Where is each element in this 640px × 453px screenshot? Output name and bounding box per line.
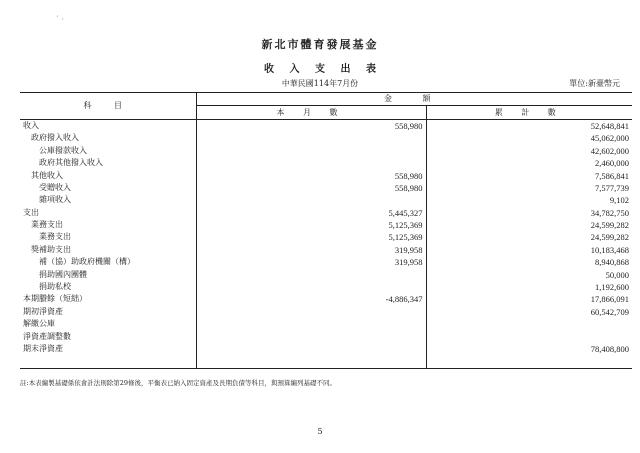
- cumulative-amount: [426, 355, 632, 368]
- cumulative-amount: 45,062,000: [590, 133, 630, 144]
- account-name: 業務支出: [20, 231, 196, 243]
- table-row: [20, 293, 632, 305]
- table-row: [20, 231, 632, 243]
- report-period: 中華民國114年7月份: [281, 79, 359, 88]
- current-month-amount: [196, 306, 426, 318]
- account-name: 公庫撥款收入: [20, 145, 196, 157]
- account-name: 捐助私校: [20, 281, 196, 293]
- table-row: [20, 219, 632, 231]
- cumulative-amount: 2,460,000: [595, 158, 630, 169]
- header-subject: 科 目: [20, 93, 196, 120]
- account-name: 業務支出: [20, 219, 196, 231]
- table-row: [20, 306, 632, 318]
- cumulative-amount: 78,408,800: [590, 344, 630, 354]
- income-expenditure-table: [20, 92, 632, 369]
- account-name: 政府撥入收入: [20, 132, 196, 144]
- account-name: 支出: [20, 207, 196, 219]
- table-row: [20, 318, 632, 330]
- current-month-amount: 558,980: [196, 119, 426, 132]
- table-row: [20, 281, 632, 293]
- account-name: 獎補助支出: [20, 244, 196, 256]
- page-number: 5: [317, 427, 323, 436]
- current-month-amount: 5,125,369: [196, 219, 426, 231]
- account-name: 補（協）助政府機關（構）: [20, 256, 196, 268]
- current-month-amount: [196, 194, 426, 206]
- table-row: [20, 207, 632, 219]
- current-month-amount: [196, 268, 426, 280]
- table-row: [20, 169, 632, 181]
- current-month-amount: [196, 145, 426, 157]
- table-row: [20, 194, 632, 206]
- table-row: [20, 119, 632, 132]
- table-row: [20, 132, 632, 144]
- scan-mark: ´ ·: [55, 15, 65, 24]
- account-name: 期初淨資產: [20, 306, 196, 318]
- currency-unit: 單位:新臺幣元: [569, 79, 620, 88]
- table-row: [20, 244, 632, 256]
- cumulative-amount: 34,782,750: [590, 207, 630, 218]
- cumulative-amount: 10,183,468: [590, 244, 630, 255]
- current-month-amount: -4,886,347: [196, 293, 426, 305]
- table-row: [20, 355, 632, 368]
- account-name: 收入: [20, 119, 196, 132]
- cumulative-amount: 24,599,282: [590, 232, 630, 243]
- cumulative-amount: 7,577,739: [595, 182, 630, 193]
- account-name: [20, 355, 196, 368]
- current-month-amount: 319,958: [196, 244, 426, 256]
- cumulative-amount: 9,102: [609, 195, 630, 206]
- account-name: 捐助國內團體: [20, 268, 196, 280]
- account-name: 期末淨資產: [20, 343, 196, 355]
- current-month-amount: 319,958: [196, 256, 426, 268]
- table-row: [20, 182, 632, 194]
- current-month-amount: [196, 355, 426, 368]
- current-month-amount: [196, 281, 426, 293]
- cumulative-amount: [426, 330, 632, 342]
- cumulative-amount: [426, 318, 632, 330]
- table-row: [20, 157, 632, 169]
- account-name: 解繳公庫: [20, 318, 196, 330]
- current-month-amount: 5,445,327: [196, 207, 426, 219]
- current-month-amount: [196, 132, 426, 144]
- cumulative-amount: 50,000: [605, 269, 630, 280]
- cumulative-amount: 8,940,868: [595, 257, 630, 268]
- table-row: [20, 256, 632, 268]
- fund-title: 新北市體育發展基金: [261, 38, 379, 51]
- cumulative-amount: 17,866,091: [590, 294, 630, 305]
- header-current-month: 本 月 數: [196, 106, 426, 119]
- current-month-amount: [196, 318, 426, 330]
- cumulative-amount: 42,602,000: [590, 145, 630, 156]
- cumulative-amount: 24,599,282: [590, 220, 630, 231]
- cumulative-amount: 60,542,709: [590, 306, 630, 317]
- table-row: [20, 330, 632, 342]
- table-row: [20, 145, 632, 157]
- table-row: [20, 343, 632, 355]
- account-name: 政府其他撥入收入: [20, 157, 196, 169]
- cumulative-amount: 1,192,600: [595, 282, 630, 293]
- account-name: 受贈收入: [20, 182, 196, 194]
- current-month-amount: 5,125,369: [196, 231, 426, 243]
- account-name: 其他收入: [20, 169, 196, 181]
- table-row: [20, 268, 632, 280]
- current-month-amount: [196, 343, 426, 355]
- header-cumulative: 累 計 數: [426, 106, 632, 119]
- current-month-amount: 558,980: [196, 182, 426, 194]
- account-name: 雜項收入: [20, 194, 196, 206]
- current-month-amount: [196, 330, 426, 342]
- current-month-amount: [196, 157, 426, 169]
- footnote: 註:本表編製基礎係依會計法則除第29條後，平衡表已納入固定資產及長期負債等科目，與預算編列基礎不同。: [20, 379, 336, 387]
- account-name: 本期賸餘（短絀）: [20, 293, 196, 305]
- current-month-amount: 558,980: [196, 169, 426, 181]
- account-name: 淨資產調整數: [20, 330, 196, 342]
- header-amount: 金 額: [196, 93, 632, 106]
- cumulative-amount: 52,648,841: [590, 120, 630, 131]
- statement-title: 收 入 支 出 表: [264, 64, 376, 75]
- cumulative-amount: 7,586,841: [595, 170, 630, 181]
